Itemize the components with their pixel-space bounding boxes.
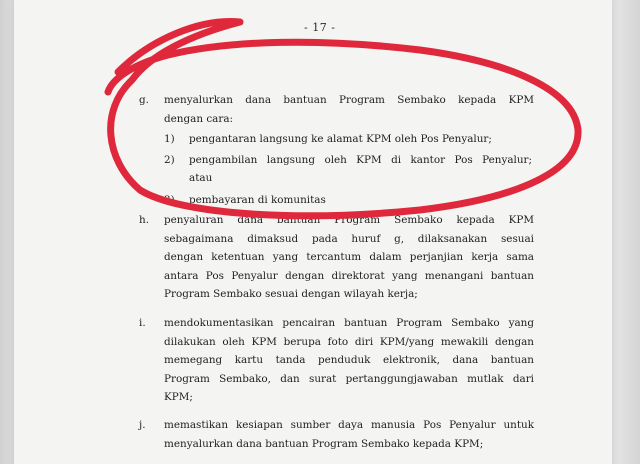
paragraph-line: Program Sembako, dan surat pertanggungjawaban mutlak dari [164,372,534,385]
paragraph-line: penyaluran dana bantuan Program Sembako kepada KPM [164,214,534,226]
list-marker: h. [139,214,149,226]
sublist-line: atau [189,172,213,184]
sublist-marker: 1) [164,133,175,145]
paragraph-line: Program Sembako sesuai dengan wilayah kerja; [164,288,418,301]
sublist-line: pengambilan langsung oleh KPM di kantor Pos Penyalur; [189,154,532,166]
list-marker: i. [139,317,146,329]
sublist-marker: 2) [164,154,175,166]
page-number: - 17 - [304,21,336,34]
paragraph-line: sebagaimana dimaksud pada huruf g, dilaksanakan sesuai [164,232,534,245]
paragraph-line: menyalurkan dana bantuan Program Sembako kepada KPM; [164,437,484,450]
paragraph-line: memastikan kesiapan sumber daya manusia Pos Penyalur untuk [164,419,534,431]
paragraph-line: menyalurkan dana bantuan Program Sembako kepada KPM [164,94,534,106]
paragraph-line: memegang kartu tanda penduduk elektronik, dana bantuan [164,354,534,367]
paragraph-line: dilakukan oleh KPM berupa foto diri KPM/yang mewakili dengan [164,335,534,348]
paragraph-line: KPM; [164,391,193,404]
paragraph-line: mendokumentasikan pencairan bantuan Program Sembako yang [164,317,534,329]
paragraph-line: dengan ketentuan yang tercantum dalam perjanjian kerja sama [164,251,534,264]
sublist-line: pembayaran di komunitas [189,194,326,206]
list-marker: g. [139,94,149,106]
paragraph-line: dengan cara: [164,112,234,125]
sublist-line: pengantaran langsung ke alamat KPM oleh Pos Penyalur; [189,133,492,145]
sublist-marker: 3) [164,194,175,206]
list-marker: j. [139,419,146,431]
document-page [14,0,612,464]
paragraph-line: antara Pos Penyalur dengan direktorat yang menangani bantuan [164,269,534,282]
